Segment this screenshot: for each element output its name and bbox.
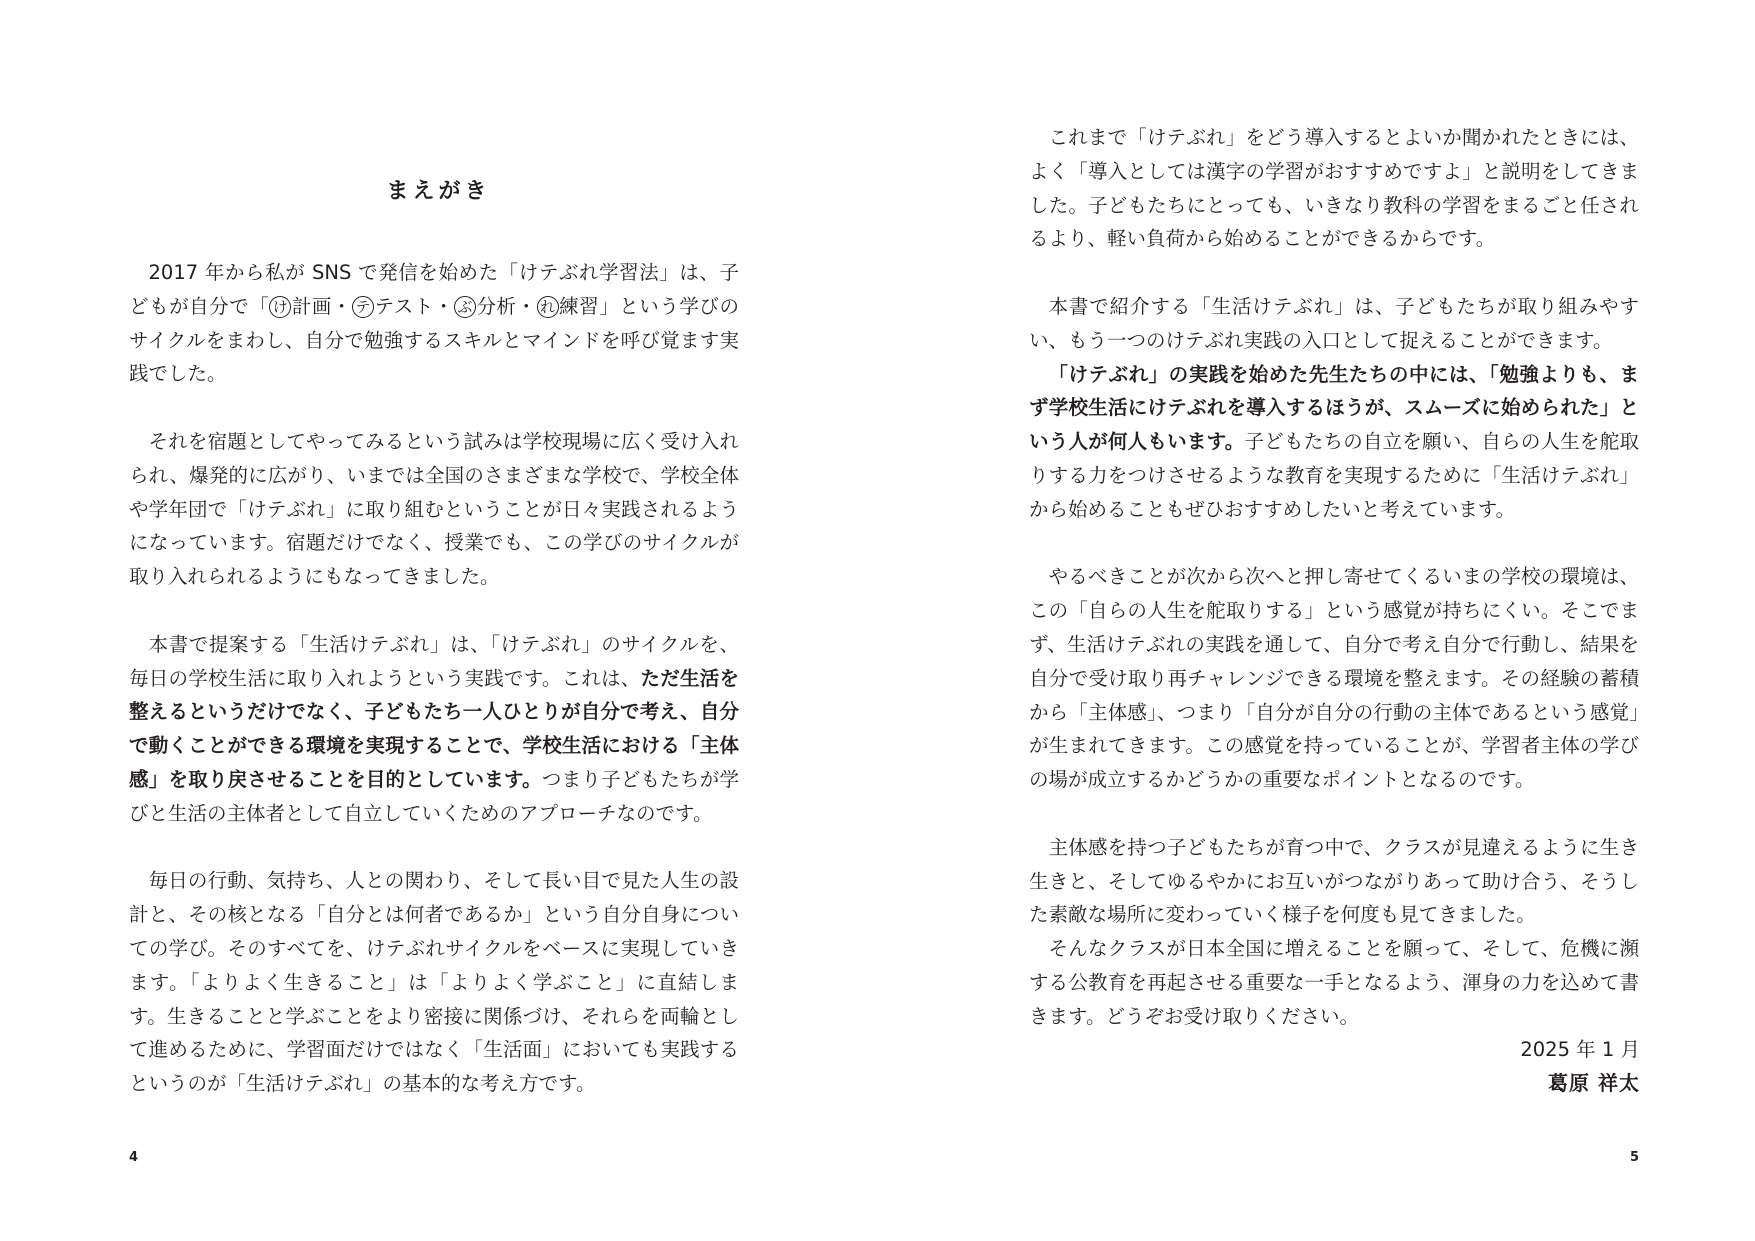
emphasis-text: 「けテぶれ」の実践を始めた先生たちの中には、「勉強よりも、まず学校生活にけテぶれを導入するほうが、スムーズに始められた」という人が何人もいます。 [1029, 362, 1639, 454]
circled-bu-glyph: ぶ [454, 296, 476, 318]
right-body-text [1029, 121, 1639, 1034]
text-span: 練習」という学びのサイクルをまわし、自分で勉強するスキルとマインドを呼び覚ます実践でした。 [129, 294, 739, 386]
paragraph-3 [1029, 358, 1639, 527]
paragraph-1: これまで「けテぶれ」をどう導入するとよいか聞かれたときには、よく「導入としては漢字の学習がおすすめですよ」と説明をしてきました。子どもたちにとっても、いきなり教科の学習をまるごと任されるより、軽い負荷から始めることができるからです。 [1029, 126, 1639, 251]
page-number: 5 [1629, 1150, 1639, 1165]
text-span: 子どもたちの自立を願い、自らの人生を舵取りする力をつけさせるような教育を実現するために「生活けテぶれ」から始めることもぜひおすすめしたいと考えています。 [1029, 430, 1639, 521]
text-span: テスト・ [373, 294, 454, 318]
paragraph-4: 毎日の行動、気持ち、人との関わり、そして長い目で見た人生の設計と、その核となる「自分とは何者であるか」という自分自身についての学び。そのすべてを、けテぶれサイクルをベースに実現していきます。「よりよく生きること」は「よりよく学ぶこと」に直結します。生きることと学ぶことをより密接に関係づけ、それらを両輪として進めるために、学習面だけではなく「生活面」においても実践するというのが「生活けテぶれ」の基本的な考え方です。 [129, 869, 739, 1096]
circled-te-glyph: テ [352, 296, 374, 318]
paragraph-6: そんなクラスが日本全国に増えることを願って、そして、危機に瀕する公教育を再起させる重要な一手となるよう、渾身の力を込めて書きます。どうぞお受け取りください。 [1029, 937, 1639, 1028]
author-name: 葛原 祥太 [1548, 1071, 1640, 1095]
page-title: まえがき [386, 179, 491, 204]
signature-date: 2025 年 1 月 [1520, 1038, 1640, 1061]
circled-re-glyph: れ [537, 296, 559, 318]
paragraph-2: 本書で紹介する「生活けテぶれ」は、子どもたちが取り組みやすい、もう一つのけテぶれ実践の入口として捉えることができます。 [1029, 294, 1639, 352]
text-span: 分析・ [475, 294, 537, 318]
page-number: 4 [129, 1150, 139, 1165]
paragraph-1 [129, 256, 739, 391]
right-page [877, 0, 1755, 1241]
left-body-text [129, 256, 739, 1101]
paragraph-4: やるべきことが次から次へと押し寄せてくるいまの学校の環境は、この「自らの人生を舵取りする」という感覚が持ちにくい。そこでまず、生活けテぶれの実践を通して、自分で考え自分で行動し、結果を自分で受け取り再チャレンジできる環境を整えます。その経験の蓄積から「主体感」、つまり「自分が自分の行動の主体であるという感覚」が生まれてきます。この感覚を持っていることが、学習者主体の学びの場が成立するかどうかの重要なポイントとなるのです。 [1029, 565, 1639, 792]
emphasis-text: ただ生活を整えるというだけでなく、子どもたち一人ひとりが自分で考え、自分で動くことができる環境を実現することで、学校生活における「主体感」を取り戻させることを目的としています。 [129, 666, 739, 791]
paragraph-2: それを宿題としてやってみるという試みは学校現場に広く受け入れられ、爆発的に広がり、いまでは全国のさまざまな学校で、学校全体や学年団で「けテぶれ」に取り組むということが日々実践されるようになっています。宿題だけでなく、授業でも、この学びのサイクルが取り入れられるようにもなってきました。 [129, 429, 739, 589]
circled-ke-glyph: け [269, 296, 291, 318]
text-span: 本書で提案する「生活けテぶれ」は、「けテぶれ」のサイクルを、毎日の学校生活に取り入れようという実践です。これは、 [129, 632, 739, 690]
paragraph-3 [129, 628, 739, 831]
text-span: つまり子どもたちが学びと生活の主体者として自立していくためのアプローチなのです。 [129, 767, 739, 825]
paragraph-5: 主体感を持つ子どもたちが育つ中で、クラスが見違えるように生き生きと、そしてゆるやかにお互いがつながりあって助け合う、そうした素敵な場所に変わっていく様子を何度も見てきました。 [1029, 835, 1639, 927]
left-page [0, 0, 877, 1241]
text-span: 2017 年から私が SNS で発信を始めた「けテぶれ学習法」は、子どもが自分で「 [129, 261, 739, 318]
text-span: 計画・ [291, 294, 352, 318]
